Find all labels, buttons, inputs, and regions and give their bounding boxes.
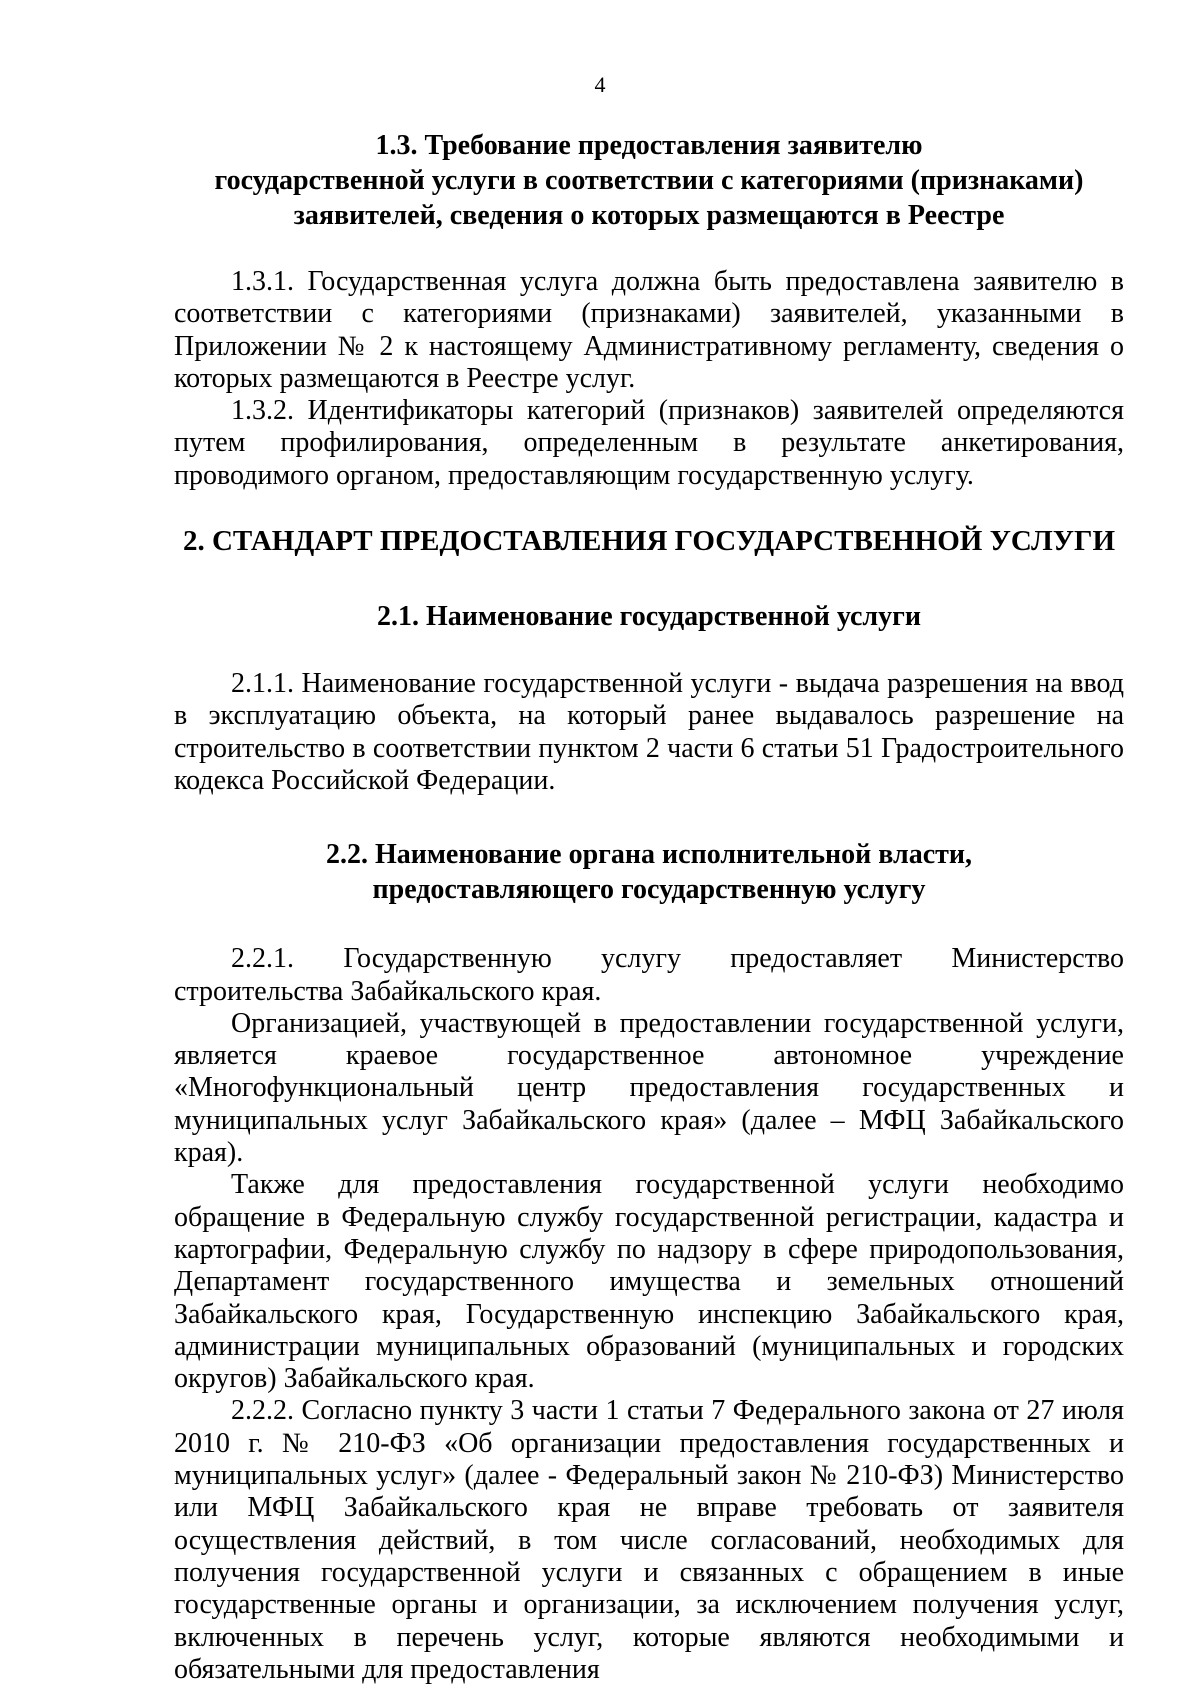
section-2-title: 2. СТАНДАРТ ПРЕДОСТАВЛЕНИЯ ГОСУДАРСТВЕННОЙ УСЛУГИ [182,525,1116,558]
paragraph-1-3-2: 1.3.2. Идентификаторы категорий (признаков) заявителей определяются путем профилирования, определенным в результате анкетирования, проводимого органом, предоставляющим государственную услугу. [174,395,1124,491]
heading-line: 2.1. Наименование государственной услуги [377,601,921,633]
section-2-2-heading [174,837,1124,907]
paragraph-2-2-2: 2.2.2. Согласно пункту 3 части 1 статьи 7 Федерального закона от 27 июля 2010 г. № 210-ФЗ «Об организации предоставления государственных и муниципальных услуг» (далее - Федеральный закон № 210-ФЗ) Министерство или МФЦ Забайкальского края не вправе требовать от заявителя осуществления действий, в том числе согласований, необходимых для получения государственной услуги и связанных с обращением в иные государственные органы и организации, за исключением получения услуг, включенных в перечень услуг, которые являются необходимыми и обязательными для предоставления [174,1395,1124,1685]
heading-line: заявителей, сведения о которых размещаются в Реестре [293,200,1005,231]
heading-line: предоставляющего государственную услугу [372,874,926,906]
paragraph-2-2-1-organization: Организацией, участвующей в предоставлении государственной услуги, является краевое государственное автономное учреждение «Многофункциональный центр предоставления государственных и муниципальных услуг Забайкальского края» (далее – МФЦ Забайкальского края). [174,1007,1124,1169]
heading-line: 1.3. Требование предоставления заявителю [375,130,923,161]
document-body [174,128,1124,1686]
paragraph-2-2-1-agencies: Также для предоставления государственной услуги необходимо обращение в Федеральную службу государственной регистрации, кадастра и картографии, Федеральную службу по надзору в сфере природопользования, Департамент государственного имущества и земельных отношений Забайкальского края, Государственную инспекцию Забайкальского края, администрации муниципальных образований (муниципальных и городских округов) Забайкальского края. [174,1169,1124,1395]
section-2-1-heading [174,599,1124,634]
heading-line: государственной услуги в соответствии с категориями (признаками) [214,165,1084,196]
section-1-3-heading [174,128,1124,233]
heading-line: 2.2. Наименование органа исполнительной власти, [325,839,973,871]
page-number: 4 [594,72,606,97]
paragraph-2-1-1: 2.1.1. Наименование государственной услуги - выдача разрешения на ввод в эксплуатацию объекта, на который ранее выдавалось разрешение на строительство в соответствии пунктом 2 части 6 статьи 51 Градостроительного кодекса Российской Федерации. [174,668,1124,796]
paragraph-1-3-1: 1.3.1. Государственная услуга должна быть предоставлена заявителю в соответствии с категориями (признаками) заявителей, указанными в Приложении № 2 к настоящему Административному регламенту, сведения о которых размещаются в Реестре услуг. [174,266,1124,394]
paragraph-2-2-1: 2.2.1. Государственную услугу предоставляет Министерство строительства Забайкальского края. [174,943,1124,1007]
